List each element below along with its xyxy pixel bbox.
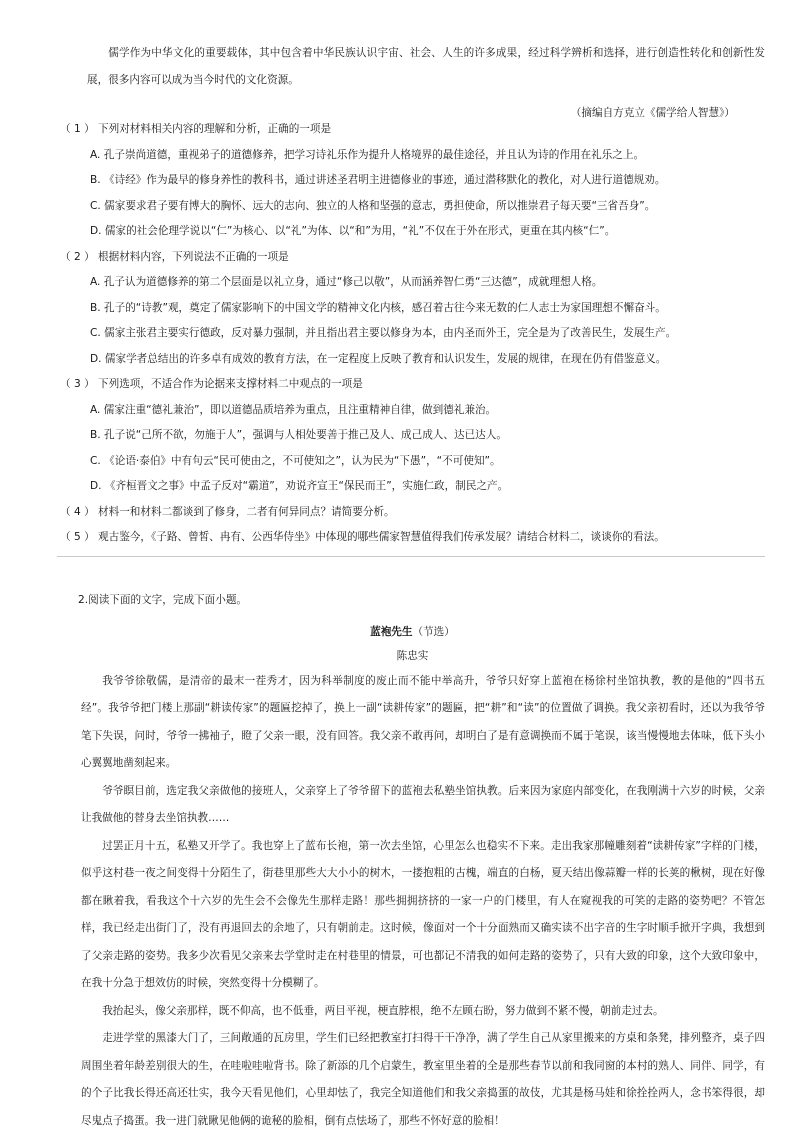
question-2-option-b: B. 孔子的“诗教”观，奠定了儒家影响下的中国文学的精神文化内核，感召着古往今来无数的仁人志士为家国理想不懈奋斗。 xyxy=(60,296,765,322)
article-paragraph: 爷爷瞑目前，选定我父亲做他的接班人，父亲穿上了爷爷留下的蓝袍去私塾坐馆执教。后来因为家庭内部变化，在我刚满十六岁的时候，父亲让我做他的替身去坐馆执教…… xyxy=(81,778,765,833)
article-paragraph: 我爷爷徐敬儒，是清帝的最末一茬秀才，因为科举制度的废止而不能中举高升，爷爷只好穿上蓝袍在杨徐村坐馆执教，教的是他的“四书五经”。我爷爷把门楼上那副“耕读传家”的题匾挖掉了，换上一副“读耕传家”的题匾，把“耕”和“读”的位置做了调换。我父亲初看时，还以为我爷爷笔下失误，问时，爷爷一拂袖子，瞪了父亲一眼，没有回答。我父亲不敢再问，却明白了是有意调换而不属于笔误，该当慢慢地去体味，低下头小心翼翼地凿刻起来。 xyxy=(81,668,765,778)
article-paragraph: 过罢正月十五，私塾又开学了。我也穿上了蓝布长袍，第一次去坐馆，心里怎么也稳实不下来。走出我家那幢雕刻着“读耕传家”字样的门楼，似乎这村巷一夜之间变得十分陌生了，街巷里那些大大小小的树木，一搂抱粗的古槐，端直的白杨，夏天结出像蒜瓣一样的长荚的楸树，现在好像都在瞅着我，看我这个十六岁的先生会不会像先生那样走路！那些拥拥挤挤的一家一户的门楼里，有人在窥视我的可笑的走路的姿势吧？不管怎样，我已经走出街门了，没有再退回去的余地了，只有朝前走。这时候，像面对一个十分面熟而又确实读不出字音的生字时顺手掀开字典，我想到了父亲走路的姿势。我多少次看见父亲来去学堂时走在村巷里的情景，可也都记不清我的如何走路的姿势了，只有大致的印象，这个大致印象中，在我十分急于想效仿的时候，突然变得十分模糊了。 xyxy=(81,833,765,998)
question-1-option-b: B. 《诗经》作为最早的修身养性的教科书，通过讲述圣君明主进德修业的事迹，通过潜移默化的教化，对人进行道德规劝。 xyxy=(60,168,765,194)
article-author: 陈忠实 xyxy=(60,644,765,668)
material-paragraph: 儒学作为中华文化的重要载体，其中包含着中华民族认识宇宙、社会、人生的许多成果，经过科学辨析和选择，进行创造性转化和创新性发展，很多内容可以成为当今时代的文化资源。 xyxy=(87,40,765,94)
material-source: （摘编自方克立《儒学给人智慧》） xyxy=(87,100,735,126)
question-stem-2: （ 2 ） 根据材料内容，下列说法不正确的一项是 xyxy=(60,245,765,271)
question-2-option-d: D. 儒家学者总结出的许多卓有成效的教育方法，在一定程度上反映了教育和认识发生，发展的规律，在现在仍有借鉴意义。 xyxy=(60,347,765,373)
question-3-option-c: C. 《论语·泰伯》中有句云“民可使由之，不可使知之”，认为民为“下愚”，“不可使知”。 xyxy=(60,449,765,475)
article-title: 蓝袍先生 xyxy=(370,626,412,638)
question-3-option-a: A. 儒家注重“德礼兼治”，即以道德品质培养为重点，且注重精神自律，做到德礼兼治。 xyxy=(60,398,765,424)
section-2-instruction: 2.阅读下面的文字，完成下面小题。 xyxy=(60,588,765,614)
article-paragraph: 走进学堂的黑漆大门了，三间敞通的瓦房里，学生们已经把教室打扫得干干净净，满了学生自己从家里搬来的方桌和条凳，排列整齐，桌子四周围坐着年龄差别很大的生，在哇啦哇啦背书。除了新添的几个启蒙生，教室里坐着的全是那些春节以前和我同窗的本村的熟人、同伴、同学，有的个子比我长得还高还壮实，我今天看见他们，心里却怯了，我完全知道他们和我父亲捣蛋的故伎，尤其是杨马娃和徐拴拴两人，念书笨得很，却尽鬼点子捣蛋。我一进门就瞅见他俩的诡秘的脸相，倒有点怯场了，那些不怀好意的脸相！ xyxy=(81,1025,765,1135)
question-1-option-c: C. 儒家要求君子要有博大的胸怀、远大的志向、独立的人格和坚强的意志，勇担使命，所以推崇君子每天要“三省吾身”。 xyxy=(60,194,765,220)
question-list xyxy=(60,117,765,551)
article-paragraph: 我抬起头，像父亲那样，既不仰高，也不低垂，两目平视，梗直脖根，绝不左顾右盼，努力做到不紧不慢，朝前走过去。 xyxy=(81,998,765,1026)
article-title-note: （节选） xyxy=(413,626,455,638)
question-stem-3: （ 3 ） 下列选项，不适合作为论据来支撑材料二中观点的一项是 xyxy=(60,372,765,398)
section-divider xyxy=(57,556,765,557)
article-title-line xyxy=(60,620,765,644)
question-3-option-d: D. 《齐桓晋文之事》中孟子反对“霸道”，劝说齐宣王“保民而王”，实施仁政，制民之产。 xyxy=(60,474,765,500)
question-stem-5: （ 5 ） 观古鉴今，《子路、曾皙、冉有、公西华侍坐》中体现的哪些儒家智慧值得我们传承发展？请结合材料二，谈谈你的看法。 xyxy=(60,525,765,551)
question-1-option-a: A. 孔子崇尚道德，重视弟子的道德修养，把学习诗礼乐作为提升人格境界的最佳途径，并且认为诗的作用在礼乐之上。 xyxy=(60,143,765,169)
material-ending xyxy=(87,40,765,126)
question-stem-4: （ 4 ） 材料一和材料二都谈到了修身，二者有何异同点？请简要分析。 xyxy=(60,500,765,526)
question-2-option-a: A. 孔子认为道德修养的第二个层面是以礼立身，通过“修己以敬”，从而涵养智仁勇“三达德”，成就理想人格。 xyxy=(60,270,765,296)
article-body xyxy=(60,668,765,1135)
question-1-option-d: D. 儒家的社会伦理学说以“仁”为核心、以“礼”为体、以“和”为用，“礼”不仅在于外在形式，更重在其内核“仁”。 xyxy=(60,219,765,245)
question-2-option-c: C. 儒家主张君主要实行德政，反对暴力强制，并且指出君主要以修身为本，由内圣而外王，完全是为了改善民生，发展生产。 xyxy=(60,321,765,347)
section-2 xyxy=(60,588,765,1135)
question-3-option-b: B. 孔子说“己所不欲，勿施于人”，强调与人相处要善于推己及人、成己成人、达已达人。 xyxy=(60,423,765,449)
question-stem-1: （ 1 ） 下列对材料相关内容的理解和分析，正确的一项是 xyxy=(60,117,765,143)
